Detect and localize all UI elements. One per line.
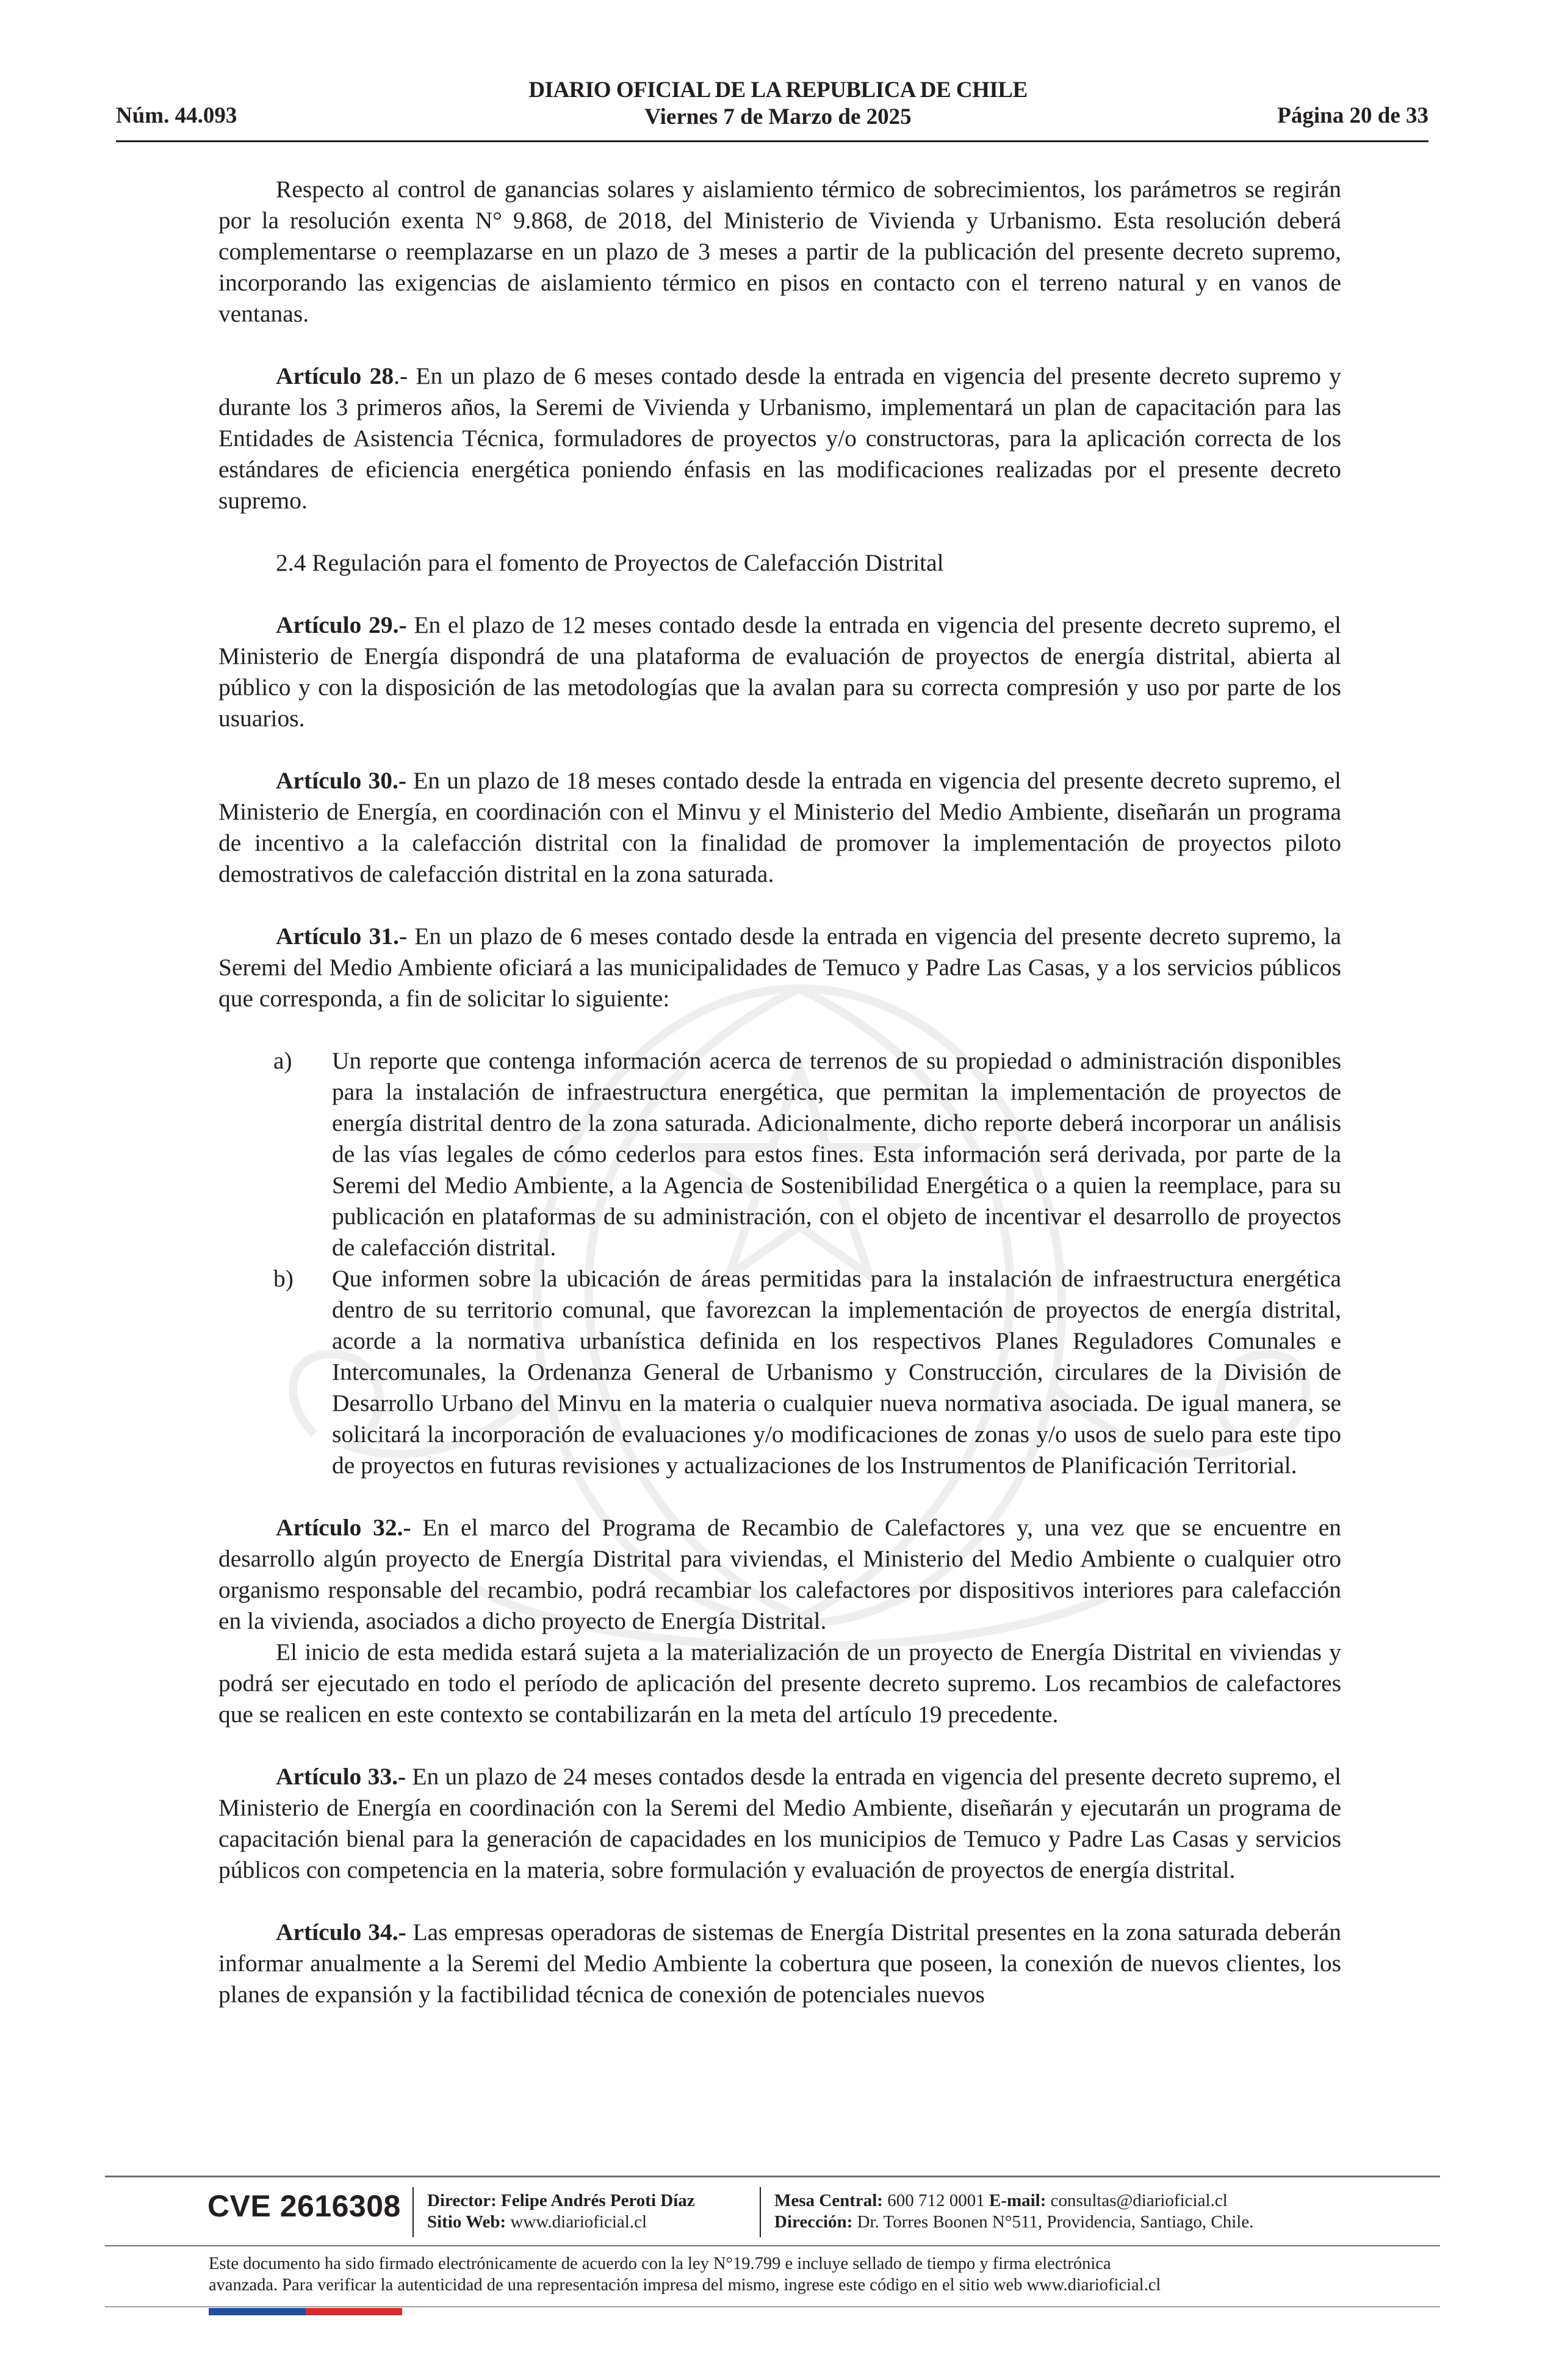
publication-title: DIARIO OFICIAL DE LA REPUBLICA DE CHILE	[528, 78, 1028, 103]
article-label: Artículo 31.	[276, 923, 399, 950]
flag-stripe-blue	[209, 2308, 306, 2315]
page-indicator: Página 20 de 33	[1277, 103, 1428, 128]
footer-rule-top	[105, 2176, 1440, 2177]
footer-director-block	[427, 2190, 695, 2233]
article-label: Artículo 32.-	[276, 1514, 411, 1541]
article-label: Artículo 30.-	[276, 767, 407, 794]
paragraph: Respecto al control de ganancias solares y aislamiento térmico de sobrecimientos, los parámetros se regirán por la resolución exenta N° 9.868, de 2018, del Ministerio de Vivienda y Urbanismo. Esta resolución deberá complementarse o reemplazarse en un plazo de 3 meses a partir de la publicación del presente decreto supremo, incorporando las exigencias de aislamiento térmico en pisos en contacto con el terreno natural y en vanos de ventanas.	[218, 176, 1341, 327]
article-label: Artículo 28	[276, 362, 394, 389]
list-marker: b)	[273, 1265, 294, 1292]
article-text: Las empresas operadoras de sistemas de Energía Distrital presentes en la zona saturada deberán informar anualmente a la Seremi del Medio Ambiente la cobertura que poseen, la conexión de nuevos clientes, los planes de expansión y la factibilidad técnica de conexión de potenciales nuevos	[218, 1919, 1341, 2008]
article-32-continuation: El inicio de esta medida estará sujeta a la materialización de un proyecto de Energía Distrital en viviendas y podrá ser ejecutado en todo el período de aplicación del presente decreto supremo. Los recambios de calefactores que se realicen en este contexto se contabilizarán en la meta del artículo 19 precedente.	[218, 1639, 1341, 1728]
article-text: En un plazo de 24 meses contados desde la entrada en vigencia del presente decreto supremo, el Ministerio de Energía en coordinación con la Seremi del Medio Ambiente, diseñarán y ejecutarán un programa de capacitación bienal para la generación de capacidades en los municipios de Temuco y Padre Las Casas y servicios públicos con competencia en la materia, sobre formulación y evaluación de proyectos de energía distrital.	[218, 1763, 1341, 1883]
email-link[interactable]: consultas@diarioficial.cl	[1050, 2191, 1228, 2210]
article-text: - En un plazo de 6 meses contado desde la entrada en vigencia del presente decreto supremo, la Seremi del Medio Ambiente oficiará a las municipalidades de Temuco y Padre Las Casas, y a los servicios públicos que corresponda, a fin de solicitar lo siguiente:	[218, 923, 1341, 1012]
footer-contact-block	[774, 2190, 1253, 2233]
article-label: Artículo 33.-	[276, 1763, 406, 1790]
article-32	[218, 1512, 1341, 1637]
document-body	[218, 174, 1341, 2010]
cve-code: CVE 2616308	[207, 2189, 401, 2223]
article-label: Artículo 29.-	[276, 611, 407, 638]
legal-line: avanzada. Para verificar la autenticidad de una representación impresa del mismo, ingrese este código en el sitio web www.diarioficial.cl	[209, 2276, 1161, 2295]
footer-divider	[760, 2187, 761, 2237]
footer-rule-middle	[105, 2245, 1440, 2246]
list-item	[218, 1045, 1341, 1263]
flag-stripe-red	[306, 2308, 402, 2315]
article-text: En un plazo de 18 meses contado desde la entrada en vigencia del presente decreto supremo, el Ministerio de Energía, en coordinación con el Minvu y el Ministerio del Medio Ambiente, diseñarán un programa de incentivo a la calefacción distrital con la finalidad de promover la implementación de proyectos piloto demostrativos de calefacción distrital en la zona saturada.	[218, 767, 1341, 887]
legal-notice	[209, 2253, 1331, 2296]
header-rule	[116, 140, 1428, 142]
sitio-link[interactable]: www.diarioficial.cl	[510, 2212, 647, 2232]
article-text: En el plazo de 12 meses contado desde la entrada en vigencia del presente decreto supremo, el Ministerio de Energía dispondrá de una plataforma de evaluación de proyectos de energía distrital, abierta al público y con la disposición de las metodologías que la avalan para su correcta compresión y uso por parte de los usuarios.	[218, 611, 1341, 732]
direccion-label: Dirección:	[774, 2212, 853, 2232]
mesa-label: Mesa Central:	[774, 2191, 883, 2210]
director-label: Director: Felipe Andrés Peroti Díaz	[427, 2191, 695, 2210]
list-item-text: Un reporte que contenga información acerca de terrenos de su propiedad o administración disponibles para la instalación de infraestructura energética, que permitan la implementación de proyectos de energía distrital dentro de la zona saturada. Adicionalmente, dicho reporte deberá incorporar un análisis de las vías legales de cómo cederlos para estos fines. Esta información será derivada, por parte de la Seremi del Medio Ambiente, a la Agencia de Sostenibilidad Energética o a quien la reemplace, para su publicación en plataformas de su administración, con el objeto de incentivar el desarrollo de proyectos de calefacción distrital.	[332, 1047, 1341, 1261]
article-text: En el marco del Programa de Recambio de Calefactores y, una vez que se encuentre en desarrollo algún proyecto de Energía Distrital para viviendas, el Ministerio del Medio Ambiente o cualquier otro organismo responsable del recambio, podrá recambiar los calefactores por dispositivos interiores para calefacción en la vivienda, asociados a dicho proyecto de Energía Distrital.	[218, 1514, 1341, 1634]
section-heading: 2.4 Regulación para el fomento de Proyectos de Calefacción Distrital	[276, 549, 944, 576]
sitio-label: Sitio Web:	[427, 2212, 506, 2232]
list-item-text: Que informen sobre la ubicación de áreas permitidas para la instalación de infraestructura energética dentro de su territorio comunal, que favorezcan la implementación de proyectos de energía distrital, acorde a la normativa urbanística definida en los respectivos Planes Reguladores Comunales e Intercomunales, la Ordenanza General de Urbanismo y Construcción, circulares de la División de Desarrollo Urbano del Minvu en la materia o cualquier nueva normativa asociada. De igual manera, se solicitará la incorporación de evaluaciones y/o modificaciones de zonas y/o usos de suelo para este tipo de proyectos en futuras revisiones y actualizaciones de los Instrumentos de Planificación Territorial.	[332, 1265, 1341, 1479]
footer-divider	[412, 2187, 414, 2237]
list-item	[218, 1263, 1341, 1481]
legal-line: Este documento ha sido firmado electrónicamente de acuerdo con la ley N°19.799 e incluye sellado de tiempo y firma electrónica	[209, 2254, 1111, 2273]
list-marker: a)	[273, 1047, 292, 1074]
article-30	[218, 765, 1341, 890]
direccion-value: Dr. Torres Boonen N°511, Providencia, Santiago, Chile.	[857, 2212, 1254, 2232]
article-29	[218, 610, 1341, 734]
article-text: .- En un plazo de 6 meses contado desde la entrada en vigencia del presente decreto supremo y durante los 3 primeros años, la Seremi de Vivienda y Urbanismo, implementará un plan de capacitación para las Entidades de Asistencia Técnica, formuladores de proyectos y/o constructoras, para la aplicación correcta de los estándares de eficiencia energética poniendo énfasis en las modificaciones realizadas por el presente decreto supremo.	[218, 362, 1341, 514]
publication-date: Viernes 7 de Marzo de 2025	[644, 104, 912, 129]
mesa-value: 600 712 0001	[887, 2191, 985, 2210]
email-label: E-mail:	[989, 2191, 1046, 2210]
article-34	[218, 1917, 1341, 2010]
article-31-list	[218, 1045, 1341, 1481]
issue-number: Núm. 44.093	[116, 103, 237, 128]
article-label: Artículo 34.-	[276, 1919, 406, 1945]
article-33	[218, 1761, 1341, 1886]
article-28	[218, 361, 1341, 516]
footer-rule-bottom	[105, 2306, 1440, 2307]
article-31	[218, 921, 1341, 1014]
